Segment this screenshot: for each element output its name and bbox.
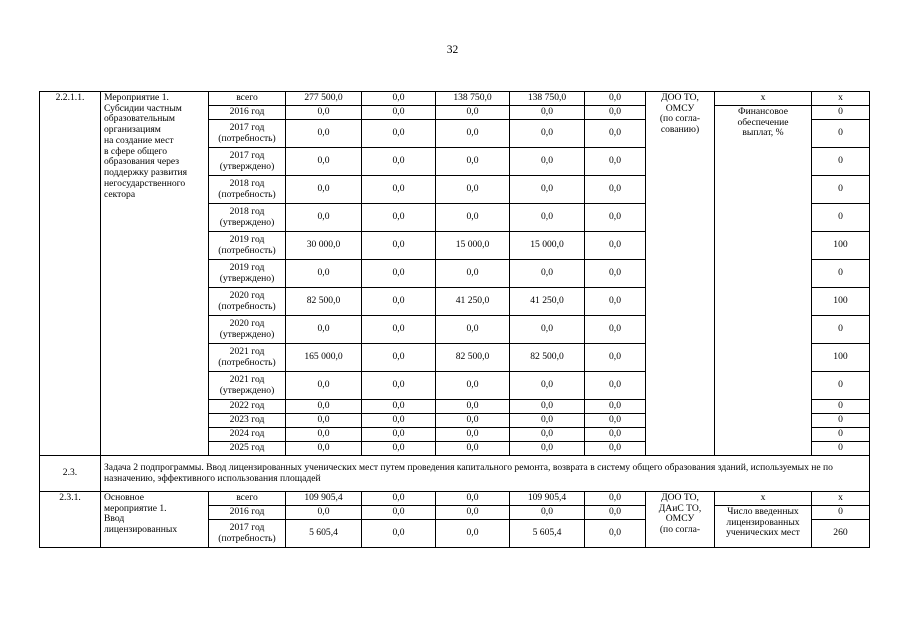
funding-value: 0,0	[362, 260, 436, 288]
indicator-line: обеспечение	[737, 116, 789, 128]
funding-value: 0,0	[286, 400, 362, 414]
period-cell: 2020 год (утверждено)	[209, 316, 286, 344]
table-row	[40, 92, 870, 106]
executor-cell	[646, 492, 715, 548]
period-cell: 2016 год	[209, 506, 286, 520]
target-value: 0	[812, 414, 870, 428]
funding-value: 0,0	[585, 204, 646, 232]
target-value: 0	[812, 442, 870, 456]
task-text: Задача 2 подпрограммы. Ввод лицензированных ученических мест путем проведения капитального ремонта, возврата в систему общего образования зданий, используемых не по назначению, эффективного использования площадей	[101, 456, 870, 492]
target-value: 0	[812, 316, 870, 344]
funding-value: 0,0	[510, 506, 585, 520]
funding-value: 0,0	[510, 400, 585, 414]
funding-value: 41 250,0	[436, 288, 510, 316]
indicator-line: ученических мест	[726, 527, 800, 539]
funding-value: 0,0	[436, 372, 510, 400]
activity-name-line: Мероприятие 1.	[104, 92, 169, 103]
funding-value: 0,0	[436, 204, 510, 232]
activity-name-line: образовательным	[104, 113, 175, 125]
period-cell: 2020 год (потребность)	[209, 288, 286, 316]
funding-value: 0,0	[510, 176, 585, 204]
funding-value: 0,0	[286, 176, 362, 204]
activity-name-line: негосударственного	[104, 177, 186, 189]
funding-value: 0,0	[510, 414, 585, 428]
funding-value: 277 500,0	[286, 92, 362, 106]
funding-value: 0,0	[436, 176, 510, 204]
period-cell: 2017 год (утверждено)	[209, 148, 286, 176]
funding-value: 0,0	[362, 148, 436, 176]
activity-name-line: мероприятие 1.	[104, 502, 167, 514]
funding-value: 0,0	[286, 106, 362, 120]
activity-name-line: на создание мест	[104, 134, 174, 146]
funding-value: 165 000,0	[286, 344, 362, 372]
activity-name-line: сектора	[104, 188, 136, 200]
indicator-header: х	[715, 92, 812, 106]
table-row	[40, 492, 870, 506]
activity-name	[101, 492, 209, 548]
executor-line: ДАиС ТО,	[658, 502, 702, 514]
period-cell: 2019 год (потребность)	[209, 232, 286, 260]
funding-value: 0,0	[510, 120, 585, 148]
funding-value: 0,0	[585, 316, 646, 344]
target-value: 0	[812, 204, 870, 232]
funding-value: 0,0	[362, 344, 436, 372]
funding-value: 5 605,4	[286, 520, 362, 548]
period-cell: 2023 год	[209, 414, 286, 428]
funding-value: 0,0	[510, 372, 585, 400]
funding-value: 0,0	[436, 148, 510, 176]
target-value: 0	[812, 176, 870, 204]
funding-value: 0,0	[362, 288, 436, 316]
funding-value: 0,0	[362, 414, 436, 428]
funding-value: 0,0	[436, 260, 510, 288]
target-value: 0	[812, 106, 870, 120]
target-value: 0	[812, 260, 870, 288]
funding-value: 0,0	[286, 204, 362, 232]
funding-value: 138 750,0	[510, 92, 585, 106]
period-cell: 2019 год (утверждено)	[209, 260, 286, 288]
funding-value: 109 905,4	[286, 492, 362, 506]
funding-value: 0,0	[585, 232, 646, 260]
funding-value: 0,0	[286, 260, 362, 288]
funding-value: 0,0	[510, 204, 585, 232]
funding-value: 0,0	[286, 442, 362, 456]
target-value: 0	[812, 400, 870, 414]
funding-value: 0,0	[585, 442, 646, 456]
funding-value: 0,0	[436, 520, 510, 548]
funding-value: 0,0	[362, 400, 436, 414]
executor-line: ДОО ТО,	[661, 492, 699, 503]
activity-name-line: Основное	[104, 492, 144, 503]
funding-value: 0,0	[585, 414, 646, 428]
funding-value: 0,0	[362, 492, 436, 506]
period-cell: 2024 год	[209, 428, 286, 442]
period-cell: 2017 год (потребность)	[209, 120, 286, 148]
funding-value: 109 905,4	[510, 492, 585, 506]
target-value: 0	[812, 428, 870, 442]
funding-value: 0,0	[585, 92, 646, 106]
indicator-line: Финансовое	[738, 106, 788, 117]
indicator-line: Число введенных	[727, 506, 799, 517]
funding-value: 0,0	[286, 316, 362, 344]
target-value: 100	[812, 232, 870, 260]
funding-value: 0,0	[436, 120, 510, 148]
funding-value: 0,0	[362, 372, 436, 400]
funding-value: 0,0	[436, 400, 510, 414]
executor-line: ДОО ТО,	[661, 92, 699, 103]
period-cell: всего	[209, 92, 286, 106]
period-cell: 2017 год (потребность)	[209, 520, 286, 548]
funding-value: 0,0	[286, 148, 362, 176]
funding-value: 0,0	[362, 316, 436, 344]
funding-value: 30 000,0	[286, 232, 362, 260]
activity-name-line: организациям	[104, 124, 161, 136]
activity-name-line: образования через	[104, 156, 180, 168]
funding-value: 0,0	[585, 176, 646, 204]
indicator-line: лицензированных	[726, 516, 800, 528]
funding-value: 0,0	[585, 492, 646, 506]
task-row	[40, 456, 870, 492]
funding-value: 82 500,0	[510, 344, 585, 372]
executor-cell	[646, 92, 715, 456]
funding-value: 0,0	[436, 442, 510, 456]
executor-line: (по согла-	[659, 113, 701, 125]
indicator-line: выплат, %	[742, 127, 784, 139]
funding-value: 0,0	[362, 92, 436, 106]
executor-line: сованию)	[660, 124, 700, 136]
activity-name-line: поддержку развития	[104, 167, 188, 179]
funding-value: 41 250,0	[510, 288, 585, 316]
target-value: 0	[812, 506, 870, 520]
funding-value: 0,0	[436, 428, 510, 442]
funding-value: 0,0	[510, 428, 585, 442]
target-value: х	[812, 492, 870, 506]
funding-value: 0,0	[585, 288, 646, 316]
funding-value: 0,0	[585, 520, 646, 548]
executor-line: (по согла-	[659, 524, 701, 536]
activity-name	[101, 92, 209, 456]
funding-value: 0,0	[362, 520, 436, 548]
period-cell: 2021 год (потребность)	[209, 344, 286, 372]
funding-value: 0,0	[362, 428, 436, 442]
program-table	[39, 91, 870, 548]
target-value: 100	[812, 288, 870, 316]
activity-name-line: лицензированных	[104, 524, 178, 536]
funding-value: 0,0	[436, 316, 510, 344]
activity-code: 2.2.1.1.	[40, 92, 101, 456]
funding-value: 0,0	[510, 106, 585, 120]
task-code: 2.3.	[40, 456, 101, 492]
period-cell: 2025 год	[209, 442, 286, 456]
funding-value: 0,0	[362, 204, 436, 232]
funding-value: 0,0	[286, 428, 362, 442]
funding-value: 0,0	[362, 106, 436, 120]
funding-value: 0,0	[362, 506, 436, 520]
funding-value: 82 500,0	[286, 288, 362, 316]
funding-value: 0,0	[362, 120, 436, 148]
activity-name-line: Ввод	[104, 513, 125, 525]
funding-value: 0,0	[585, 120, 646, 148]
target-value: х	[812, 92, 870, 106]
funding-value: 15 000,0	[510, 232, 585, 260]
indicator-header: х	[715, 492, 812, 506]
funding-value: 0,0	[362, 232, 436, 260]
funding-value: 0,0	[585, 344, 646, 372]
funding-value: 0,0	[585, 148, 646, 176]
funding-value: 82 500,0	[436, 344, 510, 372]
period-cell: 2016 год	[209, 106, 286, 120]
period-cell: 2018 год (утверждено)	[209, 204, 286, 232]
funding-value: 0,0	[585, 106, 646, 120]
target-value: 0	[812, 120, 870, 148]
funding-value: 0,0	[585, 400, 646, 414]
funding-value: 5 605,4	[510, 520, 585, 548]
indicator-name	[715, 506, 812, 548]
funding-value: 0,0	[510, 316, 585, 344]
target-value: 100	[812, 344, 870, 372]
activity-name-line: Субсидии частным	[104, 102, 182, 114]
funding-value: 0,0	[585, 260, 646, 288]
target-value: 260	[812, 520, 870, 548]
funding-value: 0,0	[362, 176, 436, 204]
funding-value: 0,0	[510, 442, 585, 456]
funding-value: 0,0	[436, 414, 510, 428]
indicator-name	[715, 106, 812, 456]
funding-value: 0,0	[286, 506, 362, 520]
funding-value: 0,0	[510, 260, 585, 288]
funding-value: 0,0	[436, 492, 510, 506]
period-cell: 2022 год	[209, 400, 286, 414]
funding-value: 0,0	[510, 148, 585, 176]
executor-line: ОМСУ	[665, 102, 695, 114]
funding-value: 15 000,0	[436, 232, 510, 260]
activity-name-line: в сфере общего	[104, 145, 168, 157]
funding-value: 0,0	[585, 428, 646, 442]
target-value: 0	[812, 148, 870, 176]
funding-value: 0,0	[286, 414, 362, 428]
period-cell: 2018 год (потребность)	[209, 176, 286, 204]
funding-value: 0,0	[286, 120, 362, 148]
funding-value: 0,0	[585, 506, 646, 520]
target-value: 0	[812, 372, 870, 400]
funding-value: 138 750,0	[436, 92, 510, 106]
funding-value: 0,0	[286, 372, 362, 400]
table-body	[40, 92, 870, 548]
funding-value: 0,0	[436, 506, 510, 520]
funding-value: 0,0	[362, 442, 436, 456]
period-cell: всего	[209, 492, 286, 506]
period-cell: 2021 год (утверждено)	[209, 372, 286, 400]
executor-line: ОМСУ	[665, 513, 695, 525]
page-number: 32	[446, 44, 459, 56]
funding-value: 0,0	[436, 106, 510, 120]
activity-code: 2.3.1.	[40, 492, 101, 548]
funding-value: 0,0	[585, 372, 646, 400]
